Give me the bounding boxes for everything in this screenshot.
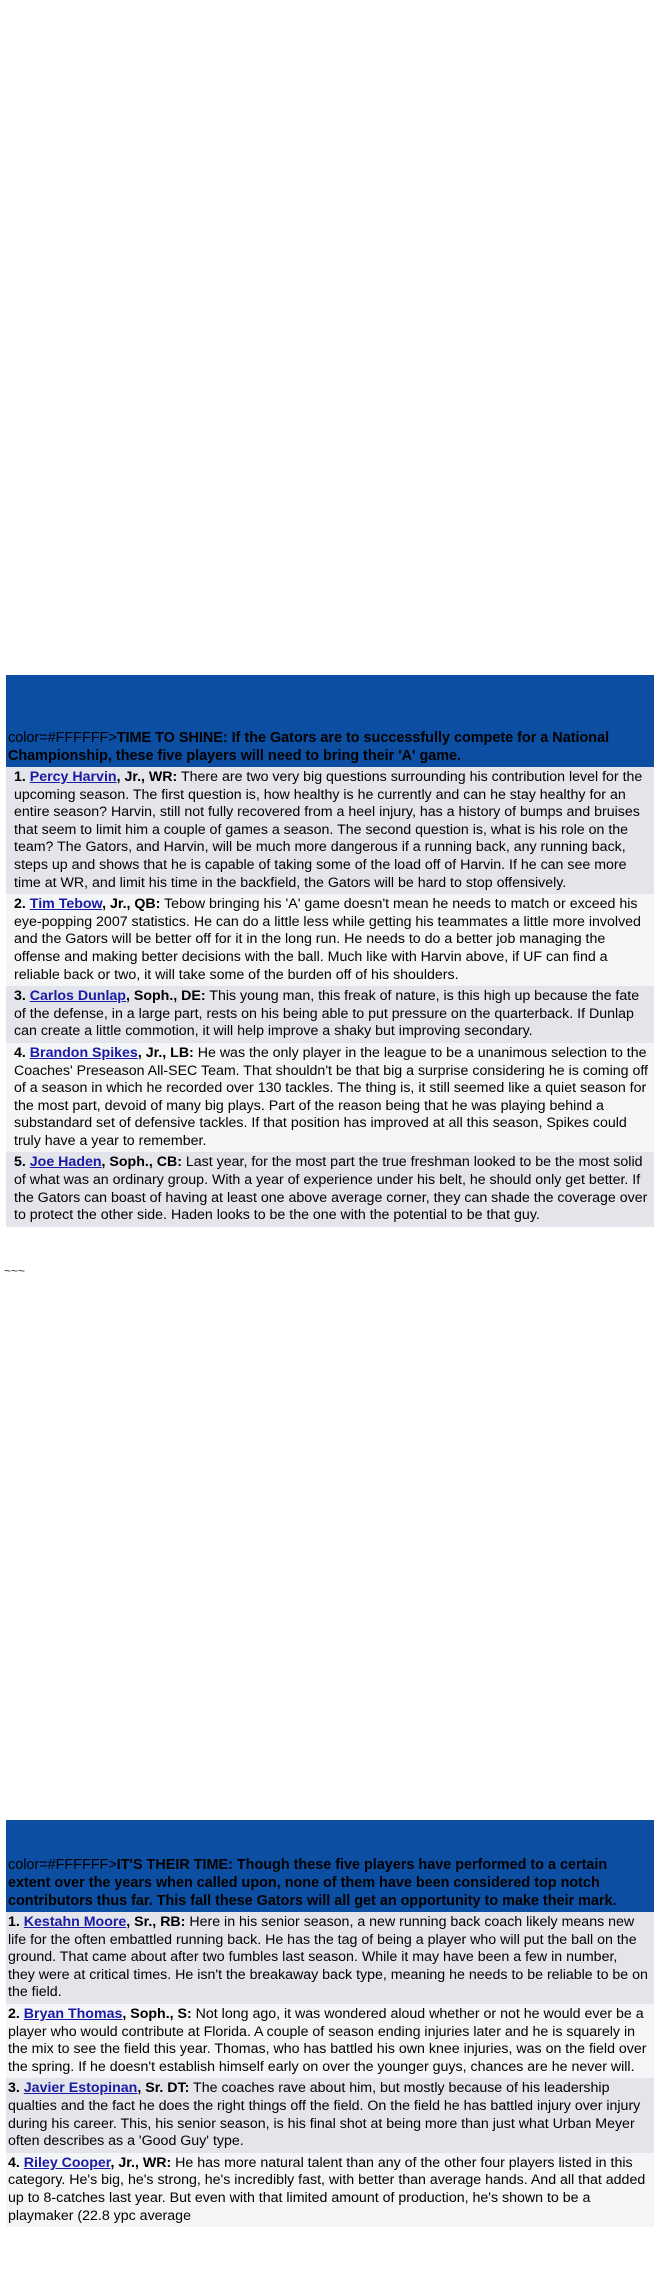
section-time-to-shine: [6, 675, 654, 1227]
player-link[interactable]: Kestahn Moore: [23, 1914, 127, 1930]
section-its-their-time: [6, 1820, 654, 2227]
player-meta: , Jr., QB:: [102, 896, 161, 913]
player-link[interactable]: Riley Cooper: [23, 2154, 111, 2171]
player-row: [6, 2078, 654, 2152]
player-row: [6, 1043, 654, 1153]
player-description: Not long ago, it was wondered aloud whether or not he would ever be a player who would contribute at Florida. A couple of season ending injuries later and he is squarely in the mix to see the field this year. Thomas, who has battled his own knee injuries, was on the field over the spring. If he doesn't establish himself early on over the younger guys, chances are he never will.: [8, 2005, 647, 2075]
player-link[interactable]: Brandon Spikes: [29, 1044, 138, 1061]
divider-text: ~~~: [4, 1264, 26, 1278]
section-heading: color=#FFFFFF>IT'S THEIR TIME: Though these five players have performed to a certain extent over the years when called upon, none of them have been considered top notch contributors thus far. This fall these Gators will all get an opportunity to make their mark.: [8, 1857, 617, 1909]
section-header: [6, 1820, 654, 1912]
player-link[interactable]: Javier Estopinan: [23, 2080, 138, 2097]
player-meta: , Soph., CB:: [101, 1154, 182, 1171]
player-number: 3.: [14, 988, 26, 1005]
player-row: [6, 1912, 654, 2004]
player-row: [6, 986, 654, 1043]
player-link[interactable]: Joe Haden: [29, 1154, 102, 1171]
player-meta: , Sr., RB:: [126, 1914, 186, 1930]
player-number: 4.: [14, 1044, 26, 1061]
player-meta: , Soph., DE:: [125, 988, 206, 1005]
player-link[interactable]: Tim Tebow: [29, 896, 103, 913]
player-meta: , Jr., WR:: [116, 769, 178, 785]
player-description: Here in his senior season, a new running back coach likely means new life for the often embattled running back. He has the tag of being a player who will put the ball on the ground. That came about after two fumbles last season. While it may have been a few in number, they were at critical times. He isn't the breakaway back type, meaning he needs to be reliable to be on the field.: [8, 1914, 648, 2001]
player-description: There are two very big questions surrounding his contribution level for the upcoming season. The first question is, how healthy is he currently and can he stay healthy for an entire season? Harvin, still not fully recovered from a heel injury, has a history of bumps and bruises that seem to limit him a couple of games a season. The second question is, what is his role on the team? The Gators, and Harvin, will be much more dangerous if a running back, any running back, steps up and shows that he is capable of taking some of the load off of Harvin. If he can see more time at WR, and limit his time in the backfield, the Gators will be hard to stop offensively.: [14, 769, 643, 891]
player-number: 4.: [8, 2154, 20, 2171]
player-row: [6, 767, 654, 894]
player-row: [6, 2004, 654, 2078]
player-meta: , Soph., S:: [122, 2005, 192, 2022]
player-row: [6, 1152, 654, 1226]
player-description: He was the only player in the league to be a unanimous selection to the Coaches' Preseason All-SEC Team. That shouldn't be that big a surprise considering he is coming off of a season in which he recorded over 130 tackles. The thing is, it still seemed like a quiet season for the most part, devoid of many big plays. Part of the reason being that he was playing behind a substandard set of defensive tackles. If that position has improved at all this season, Spikes could truly have a year to remember.: [14, 1044, 648, 1149]
player-meta: , Sr. DT:: [137, 2080, 190, 2097]
player-description: This young man, this freak of nature, is this high up because the fate of the defense, in a large part, rests on his being able to put pressure on the quarterback. If Dunlap can create a little commotion, it will help improve a shaky but improving secondary.: [14, 988, 640, 1040]
player-row: [6, 2153, 654, 2227]
player-meta: , Jr., WR:: [110, 2154, 172, 2171]
player-number: 1.: [14, 769, 26, 785]
player-number: 1.: [8, 1914, 20, 1930]
section-heading: color=#FFFFFF>TIME TO SHINE: If the Gators are to successfully compete for a National Championship, these five players will need to bring their 'A' game.: [8, 730, 610, 764]
player-link[interactable]: Bryan Thomas: [23, 2005, 123, 2022]
player-description: He has more natural talent than any of the other four players listed in this category. He's big, he's strong, he's incredibly fast, with better than average hands. And all that added up to 8-catches last year. But even with that limited amount of production, he's shown to be a playmaker (22.8 ypc average: [8, 2154, 646, 2224]
player-description: Last year, for the most part the true freshman looked to be the most solid of what was an ordinary group. With a year of experience under his belt, he should only get better. If the Gators can boast of having at least one above average corner, they can shade the coverage over to protect the other side. Haden looks to be the one with the potential to be that guy.: [14, 1154, 648, 1224]
player-number: 3.: [8, 2080, 20, 2097]
player-number: 2.: [8, 2005, 20, 2022]
player-link[interactable]: Carlos Dunlap: [29, 988, 126, 1005]
player-description: The coaches rave about him, but mostly because of his leadership qualties and the fact he does the right things off the field. On the field he has battled injury over injury during his career. This, his senior season, is his final shot at being more than just what Urban Meyer often describes as a 'Good Guy' type.: [8, 2080, 641, 2150]
section-header: [6, 675, 654, 767]
player-link[interactable]: Percy Harvin: [29, 769, 117, 785]
player-number: 5.: [14, 1154, 26, 1171]
player-number: 2.: [14, 896, 26, 913]
player-meta: , Jr., LB:: [137, 1044, 194, 1061]
player-description: Tebow bringing his 'A' game doesn't mean he needs to match or exceed his eye-popping 2007 statistics. He can do a little less while getting his teammates a little more involved and the Gators will be better off for it in the long run. He needs to do a better job managing the offense and making better decisions with the ball. Much like with Harvin above, if UF can find a reliable back or two, it will take some of the burden off of his shoulders.: [14, 896, 641, 983]
player-row: [6, 894, 654, 986]
